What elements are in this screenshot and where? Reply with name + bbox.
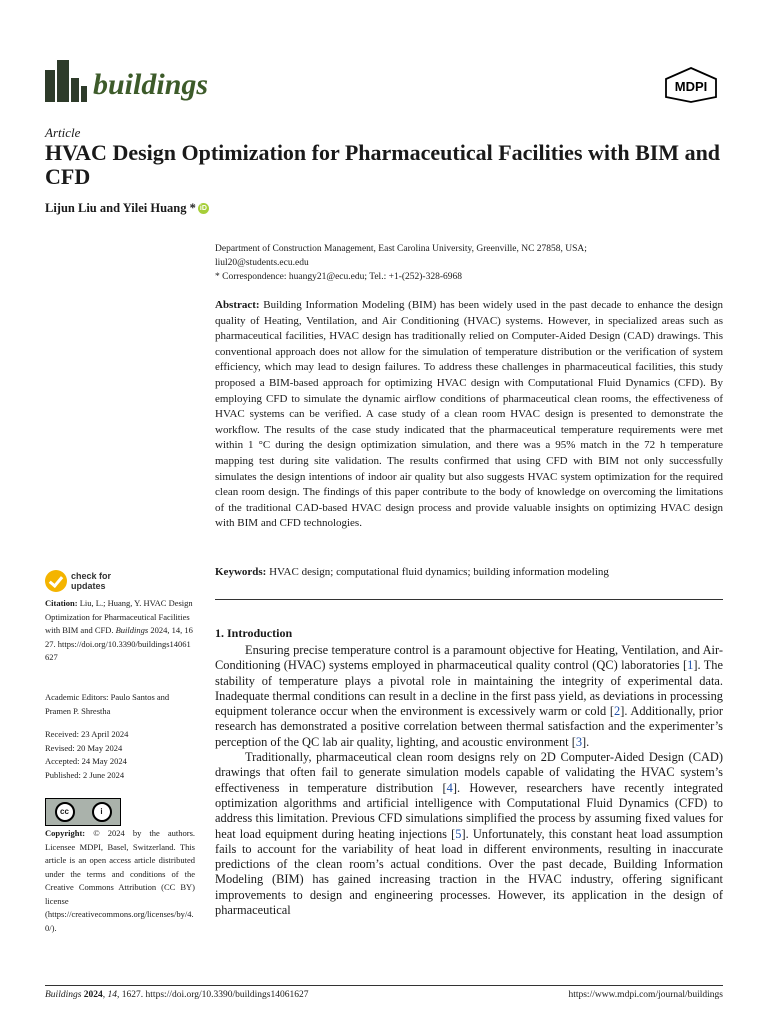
cc-by-license-icon[interactable]: [45, 798, 121, 826]
abstract-text: Building Information Modeling (BIM) has been widely used in the past decade to enhance the design quality of Heating, Ventilation, and Air Conditioning (HVAC) systems. However, in specialized areas such as pharmaceutical facilities, HVAC design has traditionally relied on Computer-Aided Design (CAD) drawings. This conventional approach does not allow for the simulation of temperature distribution or the verification of system efficiency, which may lead to design failures. To address these challenges in pharmaceutical facilities, this study proposed a BIM-based approach for optimizing HVAC design with Computational Fluid Dynamics (CFD). By employing CFD to simulate the dynamic airflow conditions of pharmaceutical clean rooms, the effectiveness of HVAC systems can be verified. A case study of a clean room HVAC design is presented to demonstrate the workflow. The results of the case study indicated that the pharmaceutical temperature requirements were met within 1 °C during the design optimization simulation, and there was a 95% match in the 72 h temperature mapping test during site validation. The results confirmed that using CFD with BIM not only successfully simulates the design intentions of indoor air quality but also suggests HVAC system optimization for the required clean room design. The findings of this paper contribute to the body of knowledge on overcoming the limitations of the traditional CAD-based HVAC design process and provide valuable insights on optimizing HVAC design with BIM and CFD technologies.: [215, 299, 723, 530]
footer-citation: Buildings 2024, 14, 1627. https://doi.org/10.3390/buildings14061627: [45, 990, 309, 1000]
cc-icon: cc: [55, 802, 75, 822]
paragraph-1: Ensuring precise temperature control is a paramount objective for Heating, Ventilation, and Air-Conditioning (HVAC) systems employed in pharmaceutical quality control (QC) laboratories [1]. The stability of temperature plays a pivotal role in maintaining the integrity of experimental data. Inadequate thermal conditions can result in a decline in the first pass yield, as deviations in processing equipment tolerance occur when the environment is excessively warm or cold [2]. Additionally, prior research has demonstrated a positive correlation between thermal satisfaction and the experimenter’s perception of the QC lab air quality, lighting, and acoustic environment [3].: [215, 643, 724, 749]
copyright-text: © 2024 by the authors. Licensee MDPI, Basel, Switzerland. This article is an open access article distributed under the terms and conditions of the Creative Commons Attribution (CC BY) license (https://creativecommons.org/licenses/by/4.0/).: [45, 828, 195, 933]
journal-name: buildings: [93, 68, 209, 101]
affiliations: [215, 242, 720, 284]
citation-link[interactable]: 3: [575, 734, 583, 749]
copyright-block: [45, 827, 195, 935]
check-for-updates-button[interactable]: [45, 570, 111, 592]
orcid-icon[interactable]: iD: [199, 205, 207, 212]
date-accepted: Accepted: 24 May 2024: [45, 756, 127, 766]
footer-divider: [45, 985, 723, 986]
date-revised: Revised: 20 May 2024: [45, 742, 123, 753]
dates-block: [45, 728, 195, 782]
date-published: Published: 2 June 2024: [45, 769, 125, 780]
checkmark-icon: [45, 570, 67, 592]
academic-editors: Academic Editors: Paulo Santos and Pramen P. Shrestha: [45, 692, 170, 716]
keywords-label: Keywords:: [215, 566, 267, 578]
date-received: Received: 23 April 2024: [45, 729, 129, 739]
footer-journal-url[interactable]: https://www.mdpi.com/journal/buildings: [568, 990, 723, 1000]
citation-link[interactable]: 2: [614, 704, 621, 719]
author-names: Lijun Liu and Yilei Huang *: [45, 201, 196, 215]
mdpi-logo-icon: [664, 67, 718, 103]
abstract-label: Abstract:: [215, 299, 260, 311]
check-updates-line1: check for: [71, 571, 112, 581]
correspondence: * Correspondence: huangy21@ecu.edu; Tel.: +1-(252)-328-6968: [215, 272, 463, 282]
paragraph-2: Traditionally, pharmaceutical clean room designs rely on 2D Computer-Aided Design (CAD) drawings that often fail to generate simulation models capable of validating the HVAC system’s effectiveness in temperature distribution [4]. However, researchers have recently integrated optimization algorithms and artificial intelligence with Computational Fluid Dynamics (CFD) to address this limitation. Previous CFD simulations simplified the process by assuming fixed values for heat load equipment during heating injections [5]. Unfortunately, this constant heat load assumption fails to account for the variability of heat load in different environments, resulting in inaccurate predictions of the clean room’s actual conditions. Over the past decade, Building Information Modeling (BIM) has gained increasing traction in the HVAC industry, offering significant improvements to design and engineering processes. However, its application in the design of pharmaceutical: [215, 750, 723, 918]
paper-title: HVAC Design Optimization for Pharmaceutical Facilities with BIM and CFD: [45, 140, 721, 189]
copyright-label: Copyright:: [45, 828, 86, 838]
publisher-name: MDPI: [674, 79, 708, 94]
attribution-icon: i: [92, 802, 112, 822]
divider: [215, 599, 723, 600]
citation-label: Citation:: [45, 598, 78, 608]
affiliation-dept: Department of Construction Management, East Carolina University, Greenville, NC 27858, USA;: [215, 244, 587, 254]
journal-logo: [45, 60, 208, 102]
citation-block: [45, 597, 195, 665]
section-heading: 1. Introduction: [215, 626, 293, 640]
citation-rest: 2024, 14, 1627. https://doi.org/10.3390/buildings14061627: [45, 625, 193, 662]
article-type: Article: [45, 125, 81, 140]
footer-doi[interactable]: , 1627. https://doi.org/10.3390/buildings14061627: [117, 990, 309, 1000]
abstract: [215, 298, 723, 532]
citation-link[interactable]: 5: [455, 826, 462, 841]
citation-journal: Buildings: [115, 625, 149, 635]
citation-link[interactable]: 1: [687, 658, 694, 673]
citation-text: Liu, L.; Huang, Y. HVAC Design Optimization for Pharmaceutical Facilities with BIM and CFD.: [45, 598, 193, 635]
citation-link[interactable]: 4: [446, 780, 453, 795]
keywords-text: HVAC design; computational fluid dynamics; building information modeling: [269, 566, 609, 578]
footer-year: 2024: [83, 990, 103, 1000]
buildings-logo-icon: [45, 60, 87, 102]
body-text: [215, 643, 723, 918]
keywords: [215, 566, 723, 578]
authors: [45, 201, 209, 216]
affiliation-email[interactable]: liul20@students.ecu.edu: [215, 258, 309, 268]
check-updates-line2: updates: [71, 581, 106, 591]
footer-volume: 14: [107, 990, 118, 1000]
footer-journal: Buildings: [45, 990, 82, 1000]
